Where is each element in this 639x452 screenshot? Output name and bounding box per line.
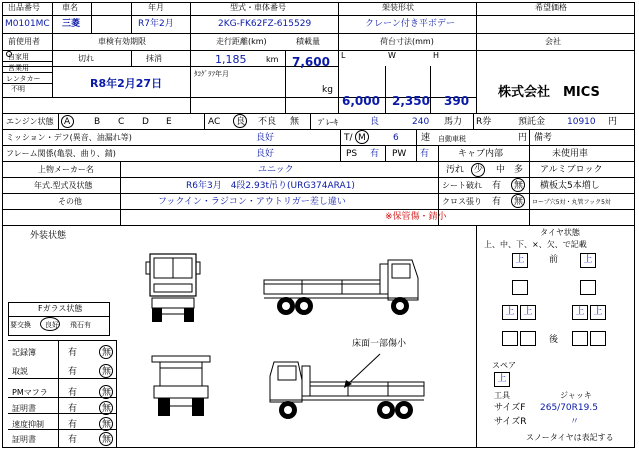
equip-other-label: その他 <box>58 197 82 206</box>
dim-h-label: H <box>433 51 440 60</box>
tire-rear2-left-inner <box>520 331 536 346</box>
usage-rental: レンタカー <box>6 75 41 83</box>
equip-year-value: R6年3月 4段2.93t吊り(URG374ARA1) <box>186 181 355 191</box>
lot-number: M0101MC <box>5 19 50 29</box>
tire-rear2-left-outer <box>502 331 518 346</box>
brake-value: 良 <box>370 117 380 127</box>
seat-label: シート破れ <box>442 181 482 190</box>
engine-grade-b: B <box>94 117 101 127</box>
ac-none: 無 <box>290 117 300 127</box>
tire-rear1-left-inner: 上 <box>520 305 536 320</box>
tire-rear-label: 後 <box>549 335 559 345</box>
tire-front-right: 上 <box>580 253 596 268</box>
cab-value: 未使用車 <box>552 149 589 159</box>
size-r-value: 〃 <box>570 417 580 427</box>
size-f-value: 265/70R19.5 <box>540 403 598 413</box>
tire-rear1-right-inner: 上 <box>572 305 588 320</box>
insp-cancelled: 抹消 <box>146 54 162 63</box>
tax-unit: 円 <box>518 133 528 143</box>
ps-label: PS <box>346 149 358 159</box>
truck-front-view <box>142 248 204 326</box>
tire-rear1-right-outer: 上 <box>590 305 606 320</box>
equip-maker-label: 上物メーカー名 <box>38 165 94 174</box>
tire-second-right <box>580 280 596 295</box>
price-label: 希望価格 <box>535 3 567 12</box>
ac-bad: 不良 <box>258 117 277 127</box>
hp-value: 240 <box>412 117 430 127</box>
engine-grade-e: E <box>166 117 172 127</box>
cloth-yes: 有 <box>492 197 502 207</box>
size-f-label: サイズF <box>494 403 526 413</box>
dim-w-label: W <box>388 51 396 60</box>
cloth-label: クロス張り <box>442 197 482 206</box>
storage-note: ※保管傷・錆小 <box>385 212 447 222</box>
usage-private: 自家用 <box>8 53 29 61</box>
tire-front-left: 上 <box>512 253 528 268</box>
trans-manual: M <box>358 133 366 143</box>
van-note-3: ロープ穴5対・丸管フック5対 <box>532 199 611 206</box>
length-value: 6,000 <box>342 94 380 108</box>
maker-label: 車名 <box>62 3 78 12</box>
pw-value: 有 <box>420 149 430 159</box>
truck-side-view-left <box>262 256 420 320</box>
mileage-label: 走行距離(km) <box>216 37 267 46</box>
tire-rear2-right-outer <box>590 331 606 346</box>
dirt-label: 汚れ <box>446 165 465 175</box>
equip-other-value: フックイン・ラジコン・アウトリガー差し違い <box>158 197 346 207</box>
van-note-2: 横板太5本増し <box>540 181 600 191</box>
insp-expired: 切れ <box>78 54 94 63</box>
mileage-unit: km <box>266 55 279 64</box>
tire-spare: 上 <box>494 372 510 387</box>
mileage-value: 1,185 <box>215 53 247 66</box>
van-note-1: アルミブロック <box>540 165 603 175</box>
jack-label: ジャッキ <box>560 391 592 400</box>
tire-front-label: 前 <box>549 255 559 265</box>
ps-value: 有 <box>370 149 380 159</box>
usage-commercial: 営業用 <box>8 64 29 72</box>
tire-legend: 上、中、下、×、欠、で記載 <box>484 240 587 249</box>
hp-label: 馬力 <box>444 117 463 127</box>
load-value: 7,600 <box>292 55 330 69</box>
year-value: R7年2月 <box>138 19 174 29</box>
body-value: クレーン付き平ボデー <box>365 19 455 29</box>
company-name: 株式会社 MICS <box>498 85 600 100</box>
mission-label: ミッション・デフ(異音、油漏れ等) <box>6 133 132 142</box>
damage-note: 床面一部傷小 <box>352 339 407 349</box>
inspection-label: 車検有効期限 <box>98 37 146 46</box>
equip-maker-value: ユニック <box>258 165 294 175</box>
maker-value: 三菱 <box>62 19 81 29</box>
tire-rear2-right-inner <box>572 331 588 346</box>
inspection-date: R8年2月27日 <box>90 77 163 90</box>
trans-label: T/ <box>344 133 353 143</box>
prev-user-label: 前使用者 <box>8 37 40 46</box>
usage-unknown: 不明 <box>11 85 25 93</box>
lot-label: 出品番号 <box>8 3 40 12</box>
model-label: 型式・車体番号 <box>230 3 286 12</box>
mission-value: 良好 <box>256 133 275 143</box>
ac-label: AC <box>208 117 221 127</box>
pw-label: PW <box>392 149 407 159</box>
frame-label: フレーム関係(亀裂、曲り、錆) <box>6 149 116 158</box>
dim-l-label: L <box>341 51 346 60</box>
dirt-heavy: 多 <box>514 165 524 175</box>
engine-grade-d: D <box>142 117 149 127</box>
engine-label: エンジン状態 <box>6 117 54 126</box>
height-value: 390 <box>444 94 470 108</box>
speeds-unit: 速 <box>421 133 431 143</box>
width-value: 2,350 <box>392 94 430 108</box>
speeds-value: 6 <box>393 133 399 143</box>
seat-yes: 有 <box>492 181 502 191</box>
tools-label: 工具 <box>494 391 510 400</box>
company-label: 会社 <box>545 37 561 46</box>
tax-label: 自動車税 <box>438 135 466 143</box>
tire-rear1-left-outer: 上 <box>502 305 518 320</box>
glass-chip: 飛石有 <box>70 321 91 329</box>
dirt-little: 少 <box>474 165 484 175</box>
exterior-label: 外装状態 <box>30 231 67 241</box>
engine-grade-a: A <box>64 117 71 127</box>
cab-label: キャブ内部 <box>458 149 504 159</box>
model-value: 2KG-FK62FZ-615529 <box>218 19 312 29</box>
ac-good: 良 <box>236 117 246 127</box>
truck-rear-view <box>150 352 212 424</box>
engine-grade-c: C <box>118 117 125 127</box>
load-unit: kg <box>322 85 333 95</box>
size-r-label: サイズR <box>494 417 527 427</box>
deposit-unit: 円 <box>608 117 618 127</box>
glass-replace: 要交換 <box>10 321 31 329</box>
equip-year-label: 年式.型式及状態 <box>34 181 93 190</box>
deposit-value: 10910 <box>567 117 596 127</box>
body-label: 架装形状 <box>382 3 414 12</box>
spare-label: スペア <box>492 361 516 370</box>
studless-note: スノータイヤは表記する <box>526 433 614 442</box>
frame-value: 良好 <box>256 149 275 159</box>
deposit-label: 預託金 <box>518 117 546 127</box>
glass-box <box>8 302 110 336</box>
tacho-label: ﾀｺｸﾞﾗﾌ年月 <box>194 70 229 78</box>
seat-no: 無 <box>514 181 524 191</box>
tire-second-left <box>512 280 528 295</box>
glass-label: Fガラス状態 <box>38 304 83 313</box>
load-label: 積載量 <box>296 37 320 46</box>
cloth-no: 無 <box>514 197 524 207</box>
dirt-medium: 中 <box>496 165 506 175</box>
glass-good: 良好 <box>45 321 59 329</box>
dim-label: 荷台寸法(mm) <box>380 37 434 46</box>
brake-label: ﾌﾞﾚｰｷ <box>318 118 338 127</box>
tire-label: タイヤ状態 <box>540 228 580 237</box>
year-label: 年月 <box>148 3 164 12</box>
r-label: R券 <box>476 117 492 127</box>
damage-arrow-icon <box>340 352 390 392</box>
remarks-label: 備考 <box>534 133 553 143</box>
